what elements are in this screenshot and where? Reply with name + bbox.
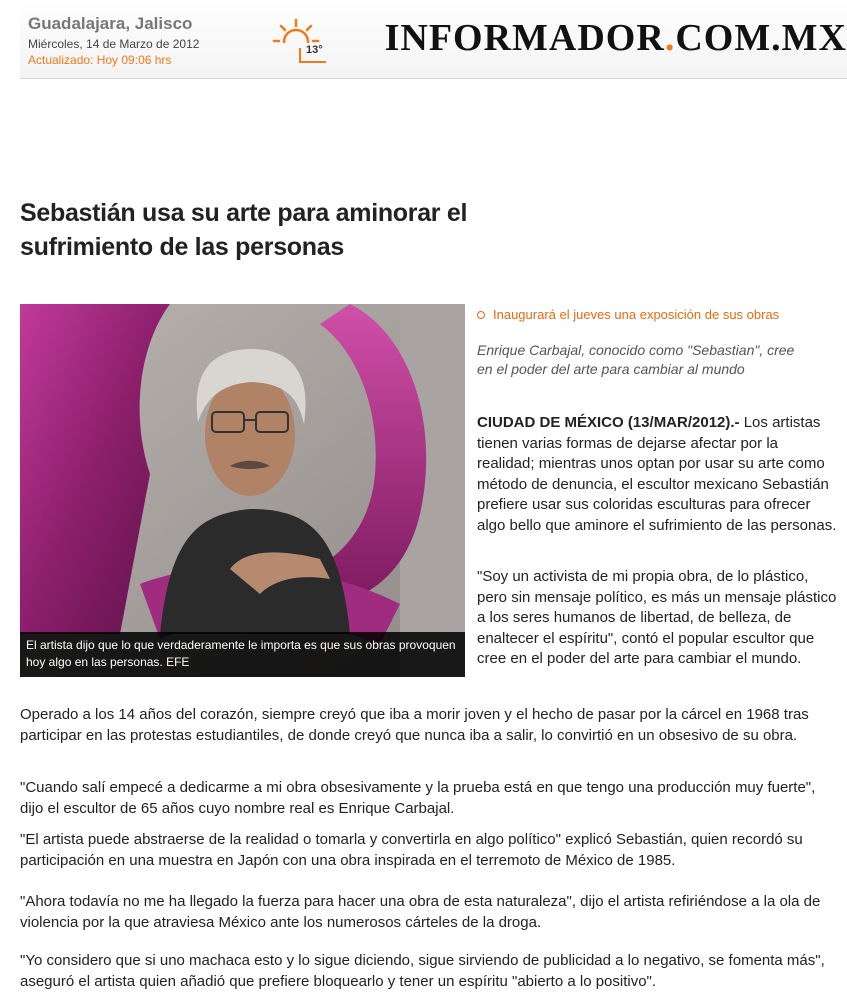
photo-caption: El artista dijo que lo que verdaderamente le importa es que sus obras provoquen hoy algo en las personas. EFE (20, 632, 465, 677)
sculptor-portrait (20, 304, 465, 677)
sun-icon[interactable] (270, 14, 334, 66)
article-photo (20, 304, 465, 677)
related-link-label: Inaugurará el jueves una exposición de sus obras (493, 307, 780, 322)
site-logo[interactable] (385, 16, 847, 60)
site-header (20, 0, 847, 79)
city-name: Guadalajara, Jalisco (28, 14, 193, 33)
logo-main: INFORMADOR (384, 17, 665, 59)
paragraph-1-text: Los artistas tienen varias formas de dejarse afectar por la realidad; mientras unos optan por usar su arte como método de denuncia, el escultor mexicano Sebastián prefiere usar sus coloridas esculturas para ofrecer algo bello que aminore el sufrimiento de las personas. (477, 414, 837, 534)
article-headline: Sebastián usa su arte para aminorar el sufrimiento de las personas (20, 199, 468, 261)
article-paragraph-3: Operado a los 14 años del corazón, siempre creyó que iba a morir joven y el hecho de pasar por la cárcel en 1968 tras participar en las protestas estudiantiles, de donde creyó que nunca iba a salir, lo convirtió en un obsesivo de su obra. (20, 706, 809, 744)
article-paragraph-4: "Cuando salí empecé a dedicarme a mi obra obsesivamente y la prueba está en que tengo una producción muy fuerte", dijo el escultor de 65 años cuyo nombre real es Enrique Carbajal. (20, 779, 816, 817)
related-link[interactable] (477, 307, 779, 322)
article-paragraph-2: "Soy un activista de mi propia obra, de lo plástico, pero sin mensaje político, es más un mensaje plástico a los seres humanos de libertad, de belleza, de enaltecer el espíritu", contó el popular escultor que cree en el poder del arte para cambiar el mundo. (477, 568, 837, 667)
updated-time: Actualizado: Hoy 09:06 hrs (28, 53, 172, 67)
logo-tld: COM.MX (675, 17, 847, 59)
temperature: 13° (306, 44, 323, 56)
current-date: Miércoles, 14 de Marzo de 2012 (28, 37, 200, 51)
article-summary: Enrique Carbajal, conocido como "Sebastian", cree en el poder del arte para cambiar al mundo (477, 342, 795, 377)
dateline: CIUDAD DE MÉXICO (13/MAR/2012).- (477, 414, 740, 431)
logo-dot: . (664, 17, 676, 59)
article-paragraph-5: "El artista puede abstraerse de la realidad o tomarla y convertirla en algo político" explicó Sebastián, quien recordó su participación en una muestra en Japón con una obra inspirada en el terremoto de México de 1985. (20, 831, 803, 869)
article-paragraph-1 (477, 413, 837, 536)
bullet-circle-icon (477, 311, 485, 319)
article-paragraph-6: "Ahora todavía no me ha llegado la fuerza para hacer una obra de esta naturaleza", dijo el artista refiriéndose a la ola de violencia por la que atraviesa México ante los numerosos cárteles de la droga. (20, 893, 821, 931)
article-paragraph-7: "Yo considero que si uno machaca esto y lo sigue diciendo, sigue sirviendo de publicidad a lo negativo, se fomenta más", aseguró el artista quien añadió que prefiere bloquearlo y tener un espíritu "abierto a lo positivo". (20, 952, 825, 990)
